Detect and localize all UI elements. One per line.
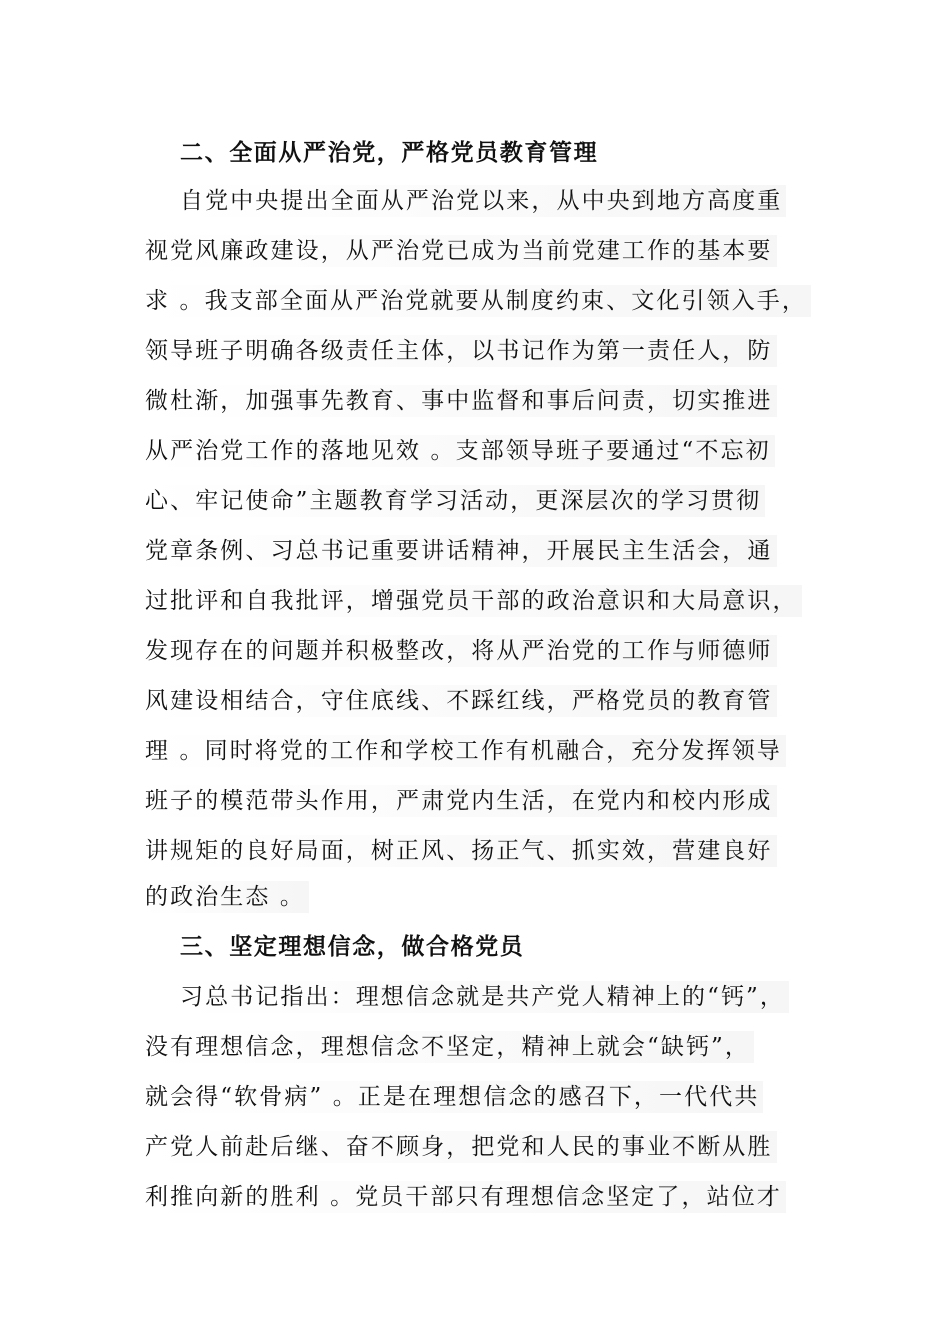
paragraph-line: 的政治生态 。 xyxy=(145,881,309,913)
paragraph-line: 讲规矩的良好局面，树正风、扬正气、抓实效，营建良好 xyxy=(145,835,777,867)
paragraph-line: 习总书记指出：理想信念就是共产党人精神上的“钙”， xyxy=(180,981,789,1013)
paragraph-line: 微杜渐，加强事先教育、事中监督和事后问责，切实推进 xyxy=(145,385,777,417)
paragraph-line: 求 。我支部全面从严治党就要从制度约束、文化引领入手， xyxy=(145,285,811,317)
paragraph-line: 没有理想信念，理想信念不坚定，精神上就会“缺钙”， xyxy=(145,1031,754,1063)
paragraph-line: 从严治党工作的落地见效 。支部领导班子要通过“不忘初 xyxy=(145,435,775,467)
paragraph-line: 领导班子明确各级责任主体，以书记作为第一责任人，防 xyxy=(145,335,777,367)
paragraph-line: 利推向新的胜利 。党员干部只有理想信念坚定了，站位才 xyxy=(145,1181,786,1213)
paragraph-line: 产党人前赴后继、奋不顾身，把党和人民的事业不断从胜 xyxy=(145,1131,777,1163)
paragraph-line: 发现存在的问题并积极整改，将从严治党的工作与师德师 xyxy=(145,635,777,667)
paragraph-line: 视党风廉政建设，从严治党已成为当前党建工作的基本要 xyxy=(145,235,777,267)
paragraph-line: 心、牢记使命”主题教育学习活动，更深层次的学习贯彻 xyxy=(145,485,765,517)
paragraph-line: 过批评和自我批评，增强党员干部的政治意识和大局意识， xyxy=(145,585,802,617)
paragraph-line: 班子的模范带头作用，严肃党内生活，在党内和校内形成 xyxy=(145,785,777,817)
paragraph-line: 自党中央提出全面从严治党以来，从中央到地方高度重 xyxy=(180,185,786,217)
paragraph-line: 风建设相结合，守住底线、不踩红线，严格党员的教育管 xyxy=(145,685,777,717)
paragraph-line: 就会得“软骨病” 。正是在理想信念的感召下，一代代共 xyxy=(145,1081,763,1113)
paragraph-line: 理 。同时将党的工作和学校工作有机融合，充分发挥领导 xyxy=(145,735,786,767)
section-3-heading: 三、坚定理想信念，做合格党员 xyxy=(180,933,525,960)
paragraph-line: 党章条例、习总书记重要讲话精神，开展民主生活会，通 xyxy=(145,535,777,567)
section-2-heading: 二、全面从严治党，严格党员教育管理 xyxy=(180,139,599,166)
